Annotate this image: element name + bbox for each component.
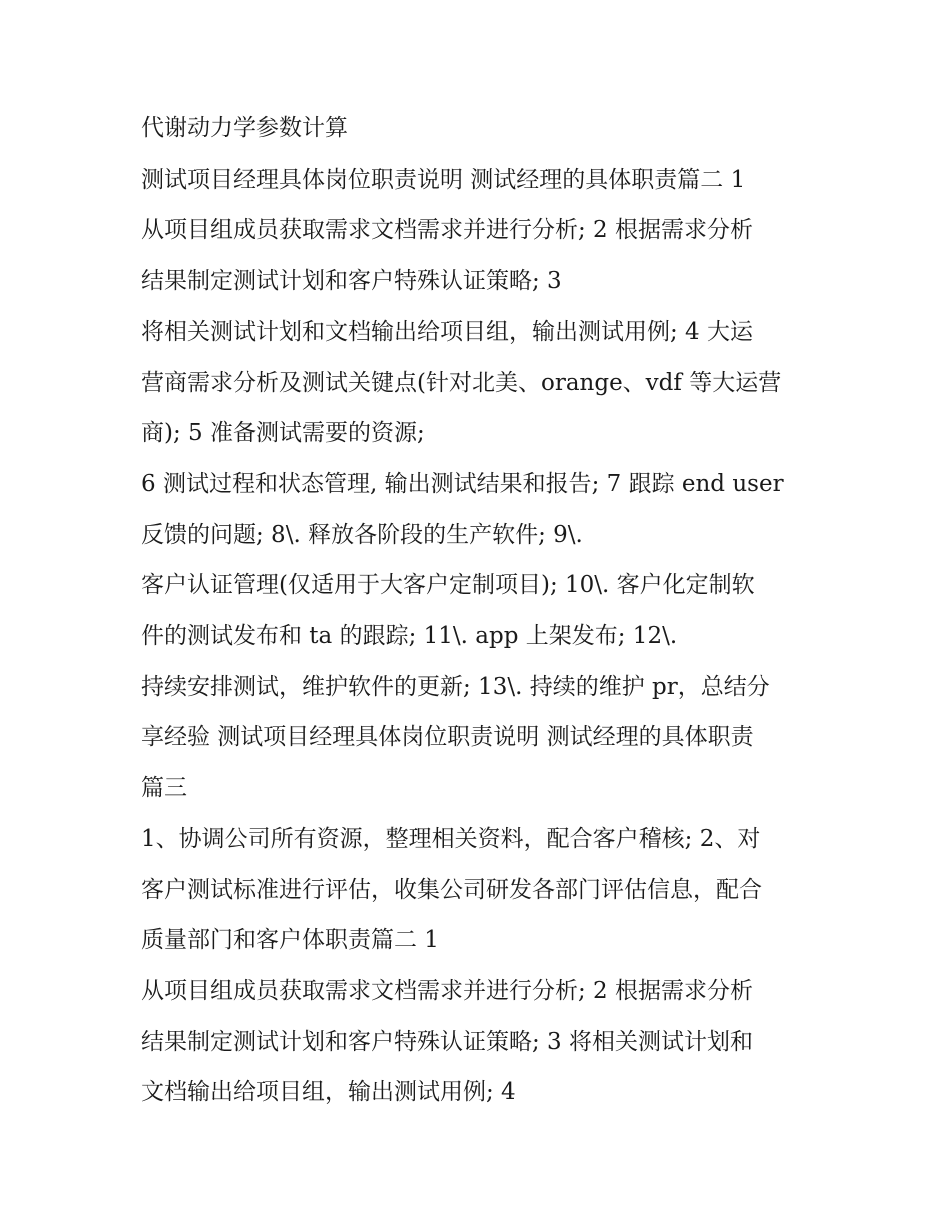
text-line: 从项目组成员获取需求文档需求并进行分析; 2 根据需求分析	[141, 217, 754, 243]
text-line: 篇三	[141, 775, 187, 801]
text-line: 结果制定测试计划和客户特殊认证策略; 3	[141, 268, 562, 294]
text-line: 文档输出给项目组，输出测试用例; 4	[141, 1079, 516, 1105]
text-line: 客户认证管理(仅适用于大客户定制项目); 10\. 客户化定制软	[141, 572, 755, 598]
text-line: 件的测试发布和 ta 的跟踪; 11\. app 上架发布; 12\.	[141, 623, 678, 649]
text-line: 测试项目经理具体岗位职责说明 测试经理的具体职责篇二 1	[141, 167, 746, 193]
text-line: 将相关测试计划和文档输出给项目组，输出测试用例; 4 大运	[141, 319, 754, 345]
text-line: 1、协调公司所有资源，整理相关资料，配合客户稽核; 2、对	[141, 826, 761, 852]
text-line: 从项目组成员获取需求文档需求并进行分析; 2 根据需求分析	[141, 978, 754, 1004]
text-line: 质量部门和客户体职责篇二 1	[141, 927, 439, 953]
text-line: 6 测试过程和状态管理, 输出测试结果和报告; 7 跟踪 end user	[141, 471, 784, 497]
text-line: 营商需求分析及测试关键点(针对北美、orange、vdf 等大运营	[141, 370, 782, 396]
text-line: 代谢动力学参数计算	[141, 115, 348, 141]
text-line: 持续安排测试，维护软件的更新; 13\. 持续的维护 pr，总结分	[141, 674, 770, 700]
text-line: 客户测试标准进行评估，收集公司研发各部门评估信息，配合	[141, 877, 762, 903]
text-line: 反馈的问题; 8\. 释放各阶段的生产软件; 9\.	[141, 522, 583, 548]
text-line: 商); 5 准备测试需要的资源;	[141, 420, 425, 446]
text-line: 享经验 测试项目经理具体岗位职责说明 测试经理的具体职责	[141, 724, 754, 750]
text-line: 结果制定测试计划和客户特殊认证策略; 3 将相关测试计划和	[141, 1029, 754, 1055]
